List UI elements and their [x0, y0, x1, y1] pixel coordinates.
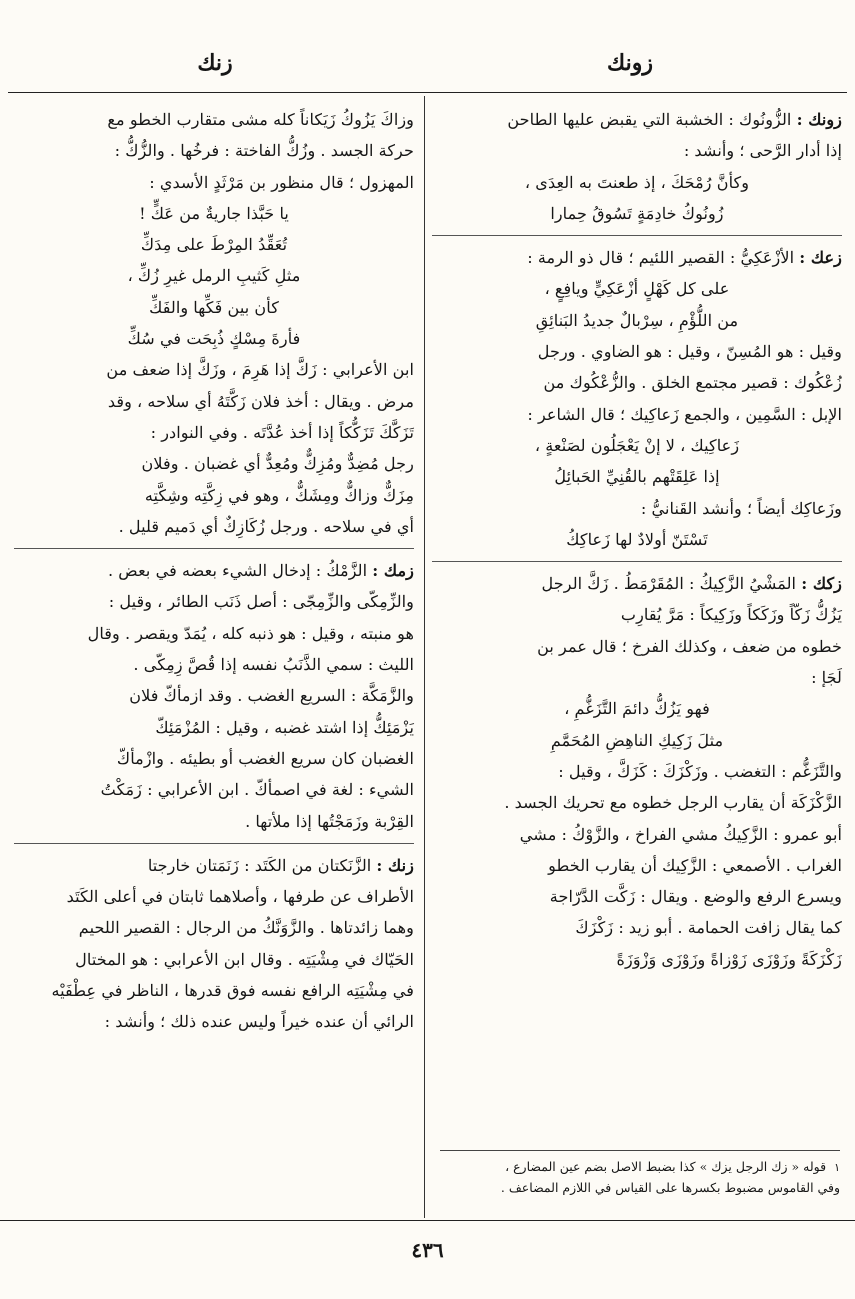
entry-line: يَزْمَئِكُّ إذا اشتد غضبه ، وقيل : المُزْمَئِكّ: [155, 717, 414, 737]
verse-line: تَسْتَنّ أولادٌ لها زَعاكِكُ: [566, 529, 708, 549]
verse-line: تُعَقِّدُ المِرْطَ على مِدَكِّ: [140, 235, 288, 255]
entry-line: والتَّزَغُّم : التغضب . وزَكْزَكَ : كَزَكَّ ، وقيل :: [558, 761, 842, 781]
entry-line: وزاكَ يَزُوكُ زَيَكاناً كله مشى متقارب الخطو مع: [107, 110, 414, 129]
entry-line: القِرْبة وزَمَجْتُها إذا ملأتها .: [245, 811, 414, 831]
dictionary-entry: [432, 104, 842, 229]
entry-line: لَجَإ :: [811, 668, 842, 688]
verse-line: فهو يَزُكُّ دائمَ التَّزَغُّمِ ،: [564, 699, 710, 719]
column-divider: [424, 96, 425, 1218]
entry-line: الليث : سمي الذَّنَبُ نفسه إذا قُصَّ زِمِكّى .: [133, 655, 414, 675]
dictionary-entry: [14, 548, 414, 837]
entry-line: مرض . ويقال : أخذ فلان زَكَّتَهُ أي سلاحه ، وقد: [107, 391, 414, 411]
verse-line: مثلَ زَكِيكِ الناهِضِ المُحَمَّمِ: [550, 730, 724, 750]
entry-text: الزَّنَكتان من الكَتَد : زَنَمَتان خارجتا: [147, 855, 372, 875]
verse-line: يا حَبَّذا جاريةٌ من عَكٍّ !: [139, 203, 289, 223]
left-column: [14, 104, 414, 1038]
dictionary-entry: [14, 843, 414, 1038]
running-head-left: زنك: [197, 50, 233, 76]
footnote-line: قوله « زك الرجل يزك » كذا بضبط الاصل بضم عين المضارع ،: [505, 1159, 827, 1174]
footnote: [440, 1150, 840, 1198]
footnote-marker: ١: [834, 1161, 840, 1174]
entry-line: كما يقال زافت الحمامة . أبو زيد : زَكْزَكَ: [575, 918, 842, 938]
entry-line: [432, 104, 842, 135]
entry-line: رجل مُضِدٌّ ومُزِكٌّ ومُعِدٌّ أي غضبان . وفلان: [141, 454, 414, 474]
entry-headword: زعك :: [799, 248, 842, 268]
verse-line: فأرةَ مِسْكٍ ذُبِحَت في سُكِّ: [127, 329, 301, 349]
verse-line: إذا عَلِقَتْهم بالقُنِيِّ الحَبائِلُ: [554, 467, 720, 487]
entry-line: تَزَكَّكَ تَزَكُّكاً إذا أخذ عُدَّتَه . وفي النوادر :: [150, 422, 414, 442]
entry-line: وهما زائدتاها . والزَّوَنَّكُ من الرجال : القصير اللحيم: [78, 918, 414, 938]
entry-line: الأطراف عن طرفها ، وأصلاهما ثابتان في أعلى الكَتَد: [66, 887, 414, 907]
verse-line: من اللُّؤْمِ ، سِرْبالٌ جديدُ البَنائِقِ: [535, 310, 739, 330]
entry-line: إذا أدار الرَّحى ؛ وأنشد :: [683, 141, 842, 161]
entry-line: وقيل : هو المُسِنّ ، وقيل : هو الضاوي . ورجل: [537, 342, 842, 362]
entry-text: الزَّمْكُ : إدخال الشيء بعضه في بعض .: [108, 561, 368, 581]
entry-text: المَشْيُ الزَّكِيكُ : المُقَرْمَطُ . زَكَّ الرجل: [541, 574, 797, 594]
dictionary-entry: [432, 561, 842, 975]
entry-line: الرائي أن عنده خيراً وليس عنده ذلك ؛ وأنشد :: [104, 1012, 414, 1032]
entry-line: الحَيّاك في مِشْيَتِه . وقال ابن الأعرابي : هو المختال: [75, 949, 414, 969]
entry-line: [432, 568, 842, 599]
entry-headword: زنك :: [376, 855, 414, 875]
entry-line: المهزول ؛ قال منظور بن مَرْثَدٍ الأسدي :: [149, 172, 414, 192]
verse-line: مثلِ كَثيبِ الرمل غيرِ زُكِّ ،: [127, 266, 301, 286]
page-number: ٤٣٦: [411, 1238, 444, 1262]
header-rule: [8, 92, 847, 93]
entry-line: الشيء : لغة في اصمأكّ . ابن الأعرابي : زَمَكْتُ: [100, 780, 414, 800]
verse-line: كأن بين فَكِّها والفَكِّ: [149, 297, 279, 317]
entry-line: أبو عمرو : الزَّكِيكُ مشي الفراخ ، والزَّوْكُ : مشي: [519, 824, 842, 844]
footnote-line: وفي القاموس مضبوط بكسرها على القياس في اللازم المضاعف .: [500, 1180, 840, 1195]
entry-line: خطوه من ضعف ، وكذلك الفرخ ؛ قال عمر بن: [537, 636, 842, 656]
verse-line: زُونُوكُ خادِمَةٍ تَسُوقُ حِمارا: [550, 203, 724, 223]
entry-headword: زمك :: [372, 561, 414, 581]
verse-line: وكأنَّ رُمْحَكَ ، إذ طعنتَ به العِدَى ،: [524, 172, 750, 192]
entry-line: وزَعاكِك أيضاً ؛ وأنشد القَنانيُّ :: [640, 498, 842, 518]
entry-line: يَزُكُّ زَكّاً وزَكَكاً وزَكِيكاً : مَرَّ يُقارِب: [620, 605, 842, 625]
verse-line: زَعاكِيك ، لا إنْ يَعْجَلُون لصَنْعةٍ ،: [534, 435, 740, 455]
verse-line: على كل كَهْلٍ أزْعَكِيٍّ ويافِعٍ ،: [544, 279, 730, 299]
entry-line: والزِّمِكّى والزِّمِجّى : أصل ذَنَب الطائر ، وقيل :: [108, 592, 414, 612]
entry-line: [14, 555, 414, 586]
entry-headword: زكك :: [801, 574, 842, 594]
entry-line: أي في سلاحه . ورجل زُكَازِكٌ أي دَميم قليل .: [118, 516, 414, 536]
dictionary-entry: [432, 235, 842, 555]
entry-line: ويسرع الرفع والوضع . ويقال : زَكَّت الدَّرّاجة: [549, 887, 842, 907]
entry-line: زَكْزَكَةً وزَوْزَى زَوْزاةً وزَوْزَى وَزْوَزَةً: [616, 949, 842, 969]
dictionary-entry: [14, 104, 414, 542]
right-column: [432, 104, 842, 975]
entry-line: زُعْكُوك : قصير مجتمع الخلق . والزُّعْكُوك من: [543, 373, 842, 393]
entry-line: هو منبته ، وقيل : هو ذنبه كله ، يُمَدّ ويقصر . وقال: [87, 623, 414, 643]
entry-text: الأزْعَكِيُّ : القصير اللئيم ؛ قال ذو الرمة :: [527, 248, 795, 268]
entry-line: الغراب . الأصمعي : الزَّكِيك أن يقارب الخطو: [548, 855, 842, 875]
entry-line: والزَّمَكَّة : السريع الغضب . وقد ازمأكّ فلان: [129, 686, 414, 706]
entry-line: ابن الأعرابي : زَكَّ إذا هَرِمَ ، وزَكَّ إذا ضعف من: [106, 360, 414, 380]
entry-line: الغضبان كان سريع الغضب أو بطيئه . وازْمأكّ: [116, 748, 414, 768]
entry-line: الزَّكْزَكَة أن يقارب الرجل خطوه مع تحريك الجسد .: [504, 793, 842, 813]
entry-line: [432, 242, 842, 273]
entry-headword: زونك :: [796, 110, 842, 129]
entry-line: مِزَكٌّ وزاكٌّ ومِشَكٌّ ، وهو في زِكَّتِه وشِكَّتِه: [144, 485, 414, 505]
entry-line: الإبل : السَّمِين ، والجمع زَعاكِيك ؛ قال الشاعر :: [527, 404, 842, 424]
entry-text: الزُّونُوك : الخشبة التي يقبض عليها الطاحن: [507, 110, 792, 129]
footer-rule: [0, 1220, 855, 1221]
running-head-right: زونك: [607, 50, 653, 76]
entry-line: [14, 850, 414, 881]
entry-line: حركة الجسد . وزُكُّ الفاختة : فرخُها . والزُّكُّ :: [114, 141, 414, 161]
entry-line: في مِشْيَتِه الرافع نفسه فوق قدرها ، الناظر في عِطْفَيْه: [51, 981, 414, 1001]
